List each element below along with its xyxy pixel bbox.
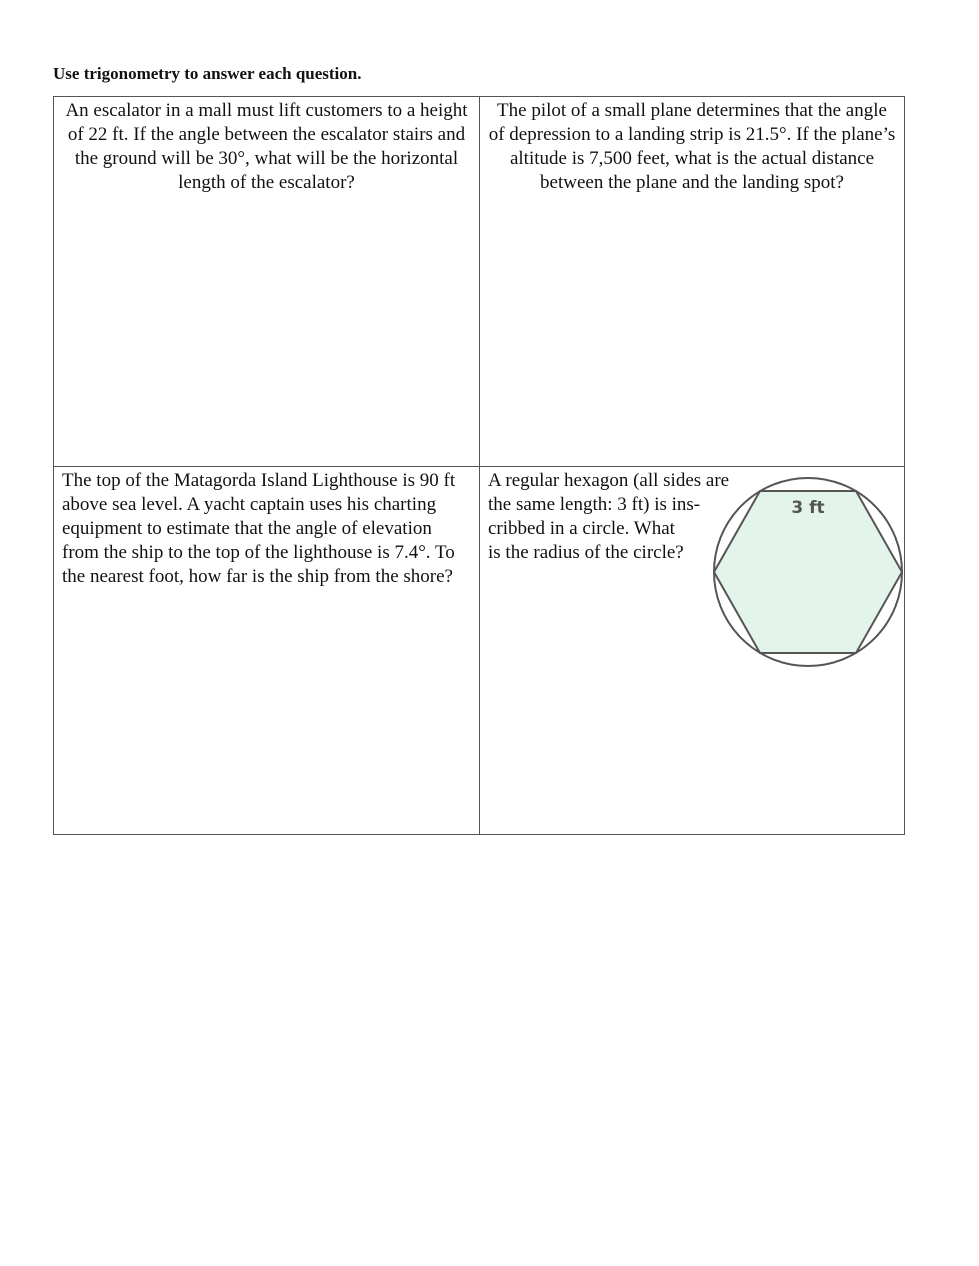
- question-plane: [479, 97, 904, 466]
- question-lighthouse-text: The top of the Matagorda Island Lighthouse is 90 ft above sea level. A yacht captain uses his charting equipment to estimate that the angle of elevation from the ship to the top of the lighthouse is 7.4°. To the nearest foot, how far is the ship from the shore?: [62, 470, 456, 587]
- question-grid: [53, 96, 905, 835]
- question-hexagon: [479, 466, 904, 834]
- question-hexagon-line: the same length: 3 ft) is ins-: [488, 494, 701, 515]
- question-lighthouse: [54, 466, 479, 834]
- question-hexagon-line: cribbed in a circle. What: [488, 518, 675, 539]
- question-hexagon-line: A regular hexagon (all sides are: [488, 470, 730, 491]
- question-hexagon-line: is the radius of the circle?: [488, 542, 684, 563]
- question-escalator-text: An escalator in a mall must lift customers to a height of 22 ft. If the angle between the escalator stairs and the ground will be 30°, what will be the horizontal length of the escalator?: [65, 100, 468, 193]
- question-escalator: [54, 97, 479, 466]
- instructions: Use trigonometry to answer each question.: [53, 64, 362, 83]
- hexagon-in-circle-figure: [712, 472, 906, 668]
- question-plane-text: The pilot of a small plane determines that the angle of depression to a landing strip is 21.5°. If the plane’s altitude is 7,500 feet, what is the actual distance between the plane and the landing spot?: [488, 100, 896, 193]
- question-hexagon-text: [488, 469, 738, 565]
- hexagon-side-label: 3 ft: [791, 498, 825, 518]
